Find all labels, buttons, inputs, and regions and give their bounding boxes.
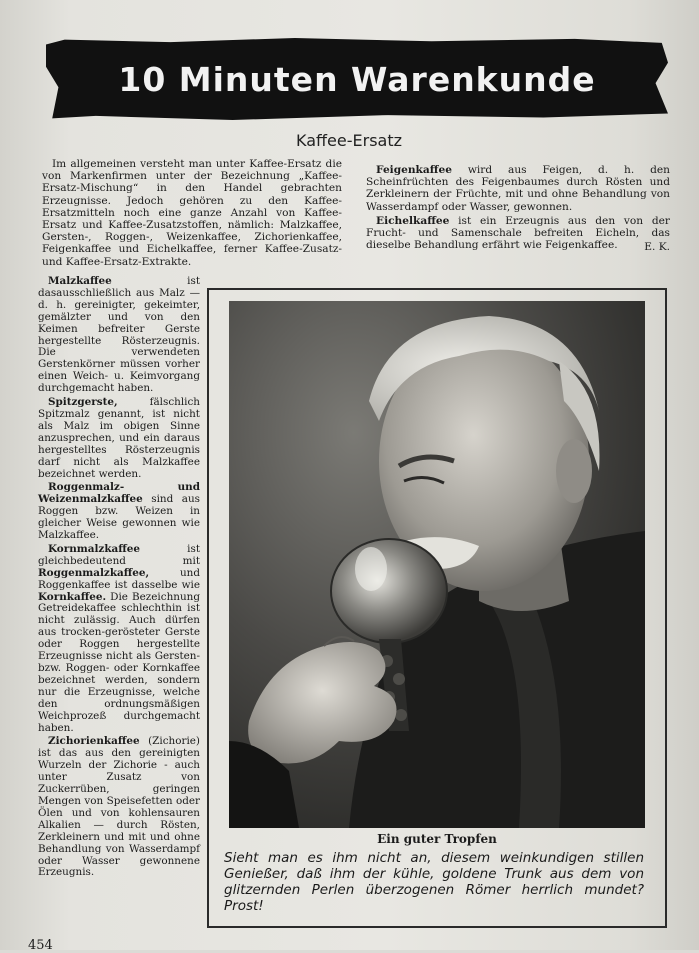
spitz-term: Spitzgerste, [48, 396, 118, 409]
spitz-text: fälschlich Spitzmalz genannt, ist nicht als Malz im obigen Sinne anzusprechen, und ein daraus hergestelltes Rösterzeugnis darf nicht als Malzkaffee bezeichnet werden. [38, 396, 200, 480]
photo-caption-text: Sieht man es ihm nicht an, diesem weinkundigen stillen Genießer, daß ihm der kühle, goldene Trunk aus dem von glitzernden Perlen überzogenen Römer herrlich mundet? Prost! [224, 850, 644, 914]
author-signature: E. K. [644, 241, 670, 254]
photo-caption-title: Ein guter Tropfen [377, 832, 497, 846]
spitz-paragraph [38, 397, 200, 480]
korn-text-1: ist gleichbedeutend mit [38, 542, 200, 567]
korn-term: Kornmalzkaffee [48, 542, 141, 555]
korn-paragraph [38, 544, 200, 735]
korn-text-3: Die Bezeichnung Getreidekaffee schlechthin ist nicht zulässig. Auch dürfen aus trocken-gerösteter Gerste oder Roggen hergestellte Erzeugnisse nicht als Gersten- bzw. Roggen- oder Kornkaffee bezeichnet werden, sondern nur die Erzeugnisse, welche den ordnungsmäßigen Weichprozeß durchgemacht haben. [38, 590, 200, 734]
zich-term: Zichorienkaffee [48, 735, 140, 748]
malz-text: ist dasausschließlich aus Malz — d. h. gereinigter, gekeimter, gemälzter und von den Keimen befreiter Gerste hergestellte Rösterzeugnis. Die verwendeten Gerstenkörner müssen vorher einen Weich- u. Keimvorgang durchgemacht haben. [38, 275, 200, 395]
zich-paragraph [38, 736, 200, 879]
eichel-term: Eichelkaffee [376, 214, 450, 227]
feigen-paragraph [366, 164, 670, 213]
narrow-column [38, 276, 200, 881]
roggen-term: Roggenmalz- und Weizenmalzkaffee [38, 481, 200, 506]
roggen-text: sind aus Roggen bzw. Weizen in gleicher Weise gewonnen wie Malzkaffee. [38, 493, 200, 542]
article-subtitle: Kaffee-Ersatz [296, 131, 402, 150]
intro-column [42, 158, 342, 270]
korn-text-2: und Roggenkaffee ist dasselbe wie [38, 566, 200, 591]
photo-illustration [229, 301, 645, 828]
malz-paragraph [38, 276, 200, 395]
korn-term-2: Roggenmalzkaffee, [38, 566, 150, 579]
photo-old-man-wine-glass [229, 301, 645, 828]
page-number: 454 [28, 938, 53, 953]
korn-term-3: Kornkaffee. [38, 590, 107, 603]
feigen-term: Feigenkaffee [376, 164, 452, 176]
zich-text: (Zichorie) ist das aus den gereinigten Wurzeln der Zichorie - auch unter Zusatz von Zuckerrüben, geringen Mengen von Speisefetten oder Ölen und von kohlensauren Alkalien — durch Rösten, Zerkleinern und mit und ohne Behandlung von Wasserdampf oder Wasser gewonnene Erzeugnis. [38, 735, 200, 879]
right-column [366, 164, 670, 254]
feigen-text: wird aus Feigen, d. h. den Scheinfrüchten des Feigenbaumes durch Rösten und Zerkleinern der Früchte, mit und ohne Behandlung von Wasserdampf oder Wasser, gewonnen. [366, 164, 670, 213]
page-title: 10 Minuten Warenkunde [118, 59, 596, 99]
intro-paragraph: Im allgemeinen versteht man unter Kaffee-Ersatz die von Markenfirmen unter der Bezeichnung „Kaffee-Ersatz-Mischung“ in den Handel gebrachten Erzeugnisse. Jedoch gehören zu den Kaffee-Ersatzmitteln noch eine ganze Anzahl von Kaffee-Ersatz und Kaffee-Zusatzstoffen, nämlich: Malzkaffee, Gersten-, Roggen-, Weizenkaffee, Zichorienkaffee, Feigenkaffee und Eichelkaffee, ferner Kaffee-Zusatz- und Kaffee-Ersatz-Extrakte. [42, 158, 342, 268]
malz-term: Malzkaffee [48, 275, 112, 287]
eichel-text: ist ein Erzeugnis aus den von der Frucht- und Samenschale befreiten Eicheln, das dieselbe Behandlung erfährt wie Feigenkaffee. [366, 214, 670, 252]
roggen-paragraph [38, 482, 200, 542]
